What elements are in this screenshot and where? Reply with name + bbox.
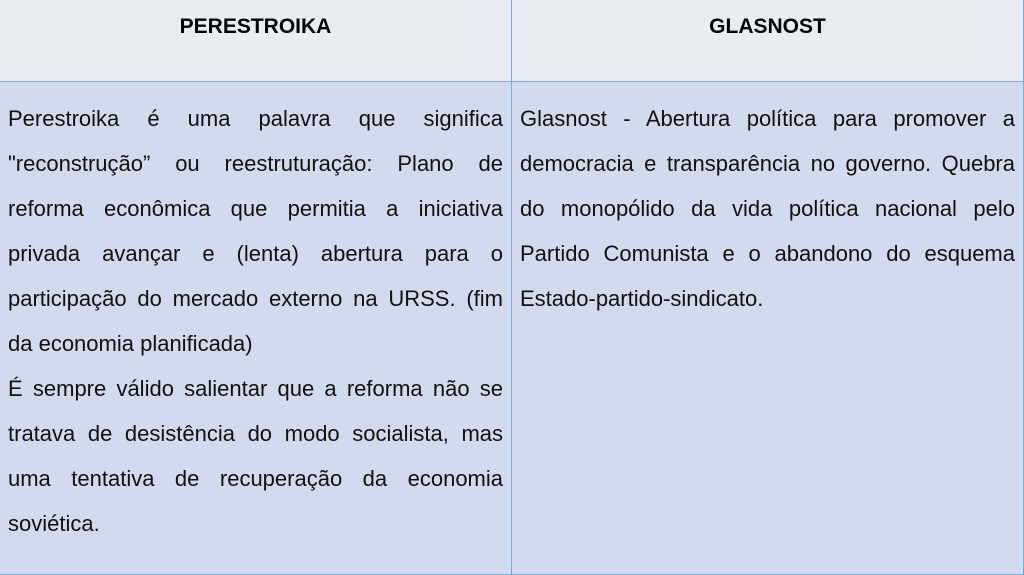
glasnost-paragraph-1: Glasnost - Abertura política para promover a democracia e transparência no governo. Quebra do monopólido da vida política nacional pelo Partido Comunista e o abandono do esquema Estado-partido-sindicato. [520, 106, 1015, 311]
glasnost-cell [512, 82, 1024, 575]
perestroika-paragraph-2: É sempre válido salientar que a reforma não se tratava de desistência do modo socialista, mas uma tentativa de recuperação da economia soviética. [8, 376, 503, 536]
header-glasnost-label: GLASNOST [709, 14, 826, 38]
header-perestroika [0, 0, 512, 82]
header-perestroika-label: PERESTROIKA [179, 14, 332, 38]
perestroika-cell [0, 82, 512, 575]
perestroika-paragraph-1: Perestroika é uma palavra que significa "reconstrução” ou reestruturação: Plano de reforma econômica que permitia a iniciativa privada avançar e (lenta) abertura para o participação do mercado externo na URSS. (fim da economia planificada) [8, 106, 503, 356]
header-glasnost [512, 0, 1024, 82]
